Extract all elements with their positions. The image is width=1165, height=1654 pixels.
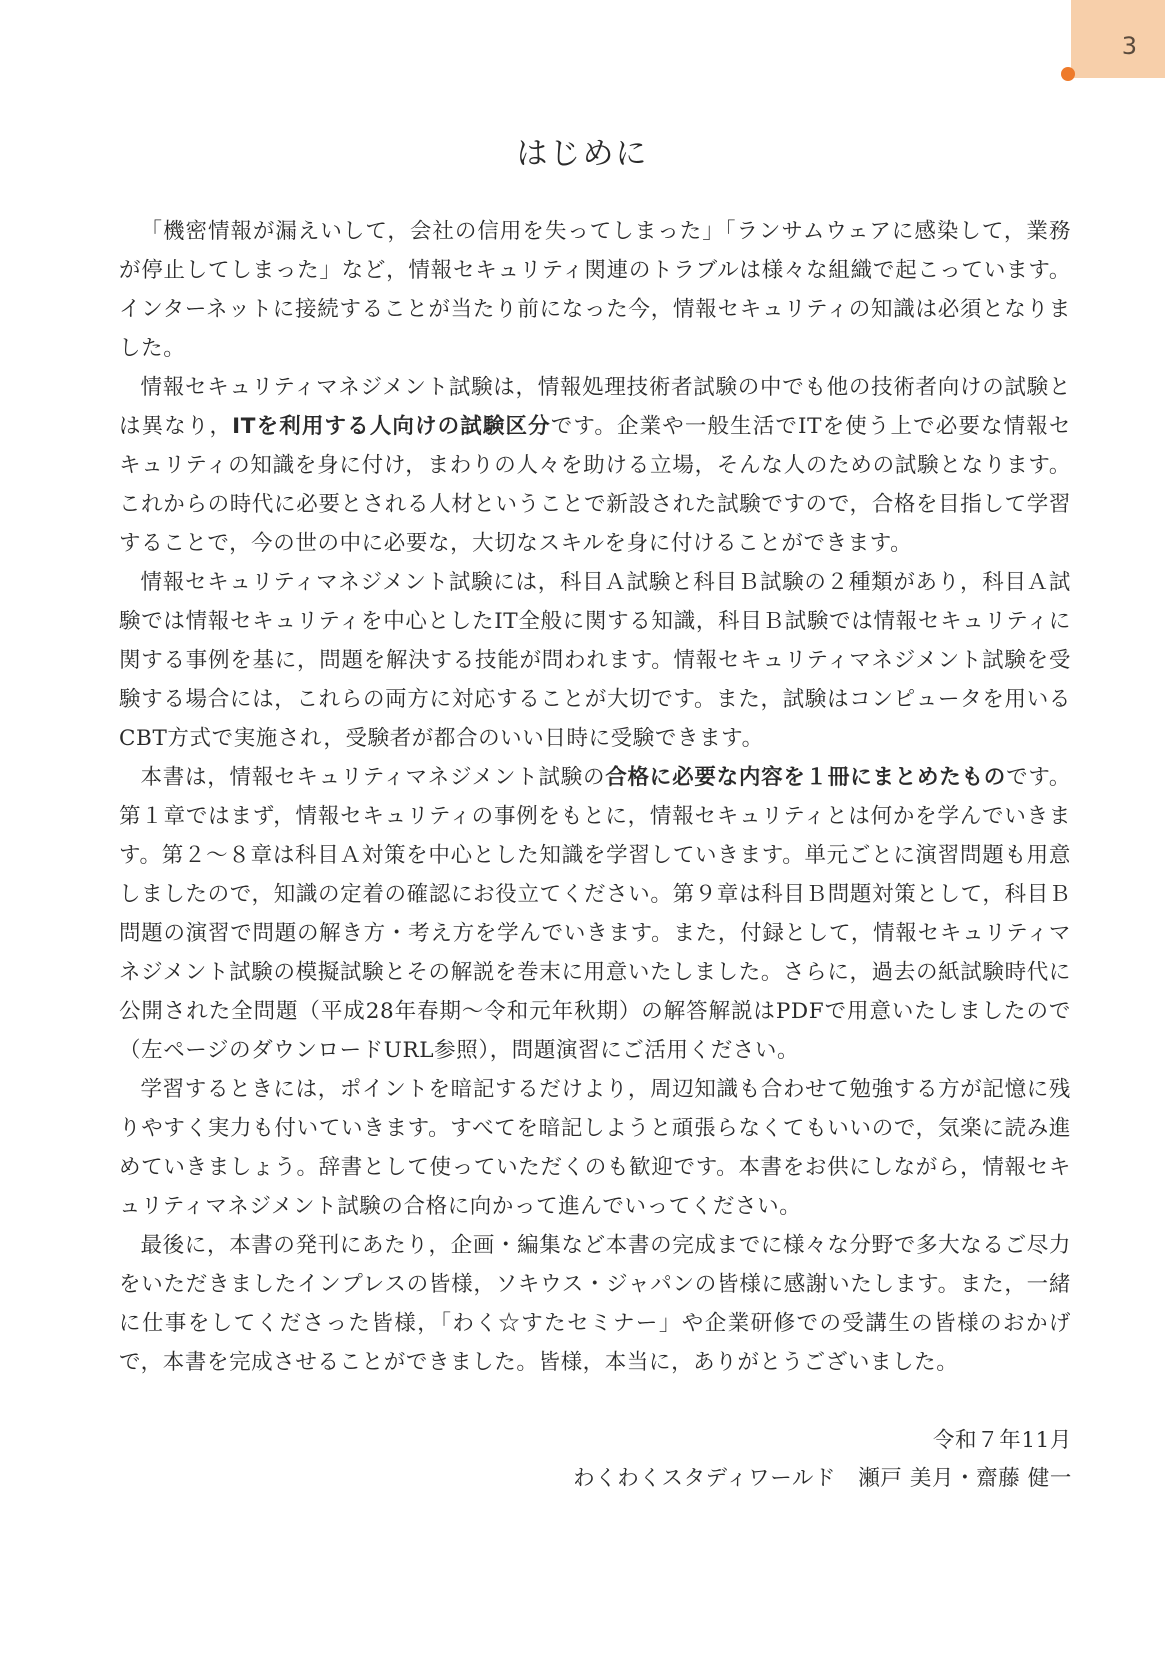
- paragraph-2-emphasis: ITを利用する人向けの試験区分: [232, 414, 551, 439]
- paragraph-4-emphasis: 合格に必要な内容を１冊にまとめたもの: [605, 765, 1007, 790]
- page-tab: [1071, 0, 1165, 78]
- paragraph-4-text-b: です。第１章ではまず，情報セキュリティの事例をもとに，情報セキュリティとは何かを学んでいきます。第２～８章は科目Ａ対策を中心とした知識を学習していきます。単元ごとに演習問題も用意しましたので，知識の定着の確認にお役立てください。第９章は科目Ｂ問題対策として，科目Ｂ問題の演習で問題の解き方・考え方を学んでいきます。また，付録として，情報セキュリティマネジメント試験の模擬試験とその解説を巻末に用意いたしました。さらに，過去の紙試験時代に公開された全問題（平成28年春期～令和元年秋期）の解答解説はPDFで用意いたしましたので（左ページのダウンロードURL参照），問題演習にご活用ください。: [119, 765, 1071, 1063]
- signature: [573, 1422, 1072, 1498]
- page-marker-dot: [1061, 67, 1075, 81]
- paragraph-1-text: 「機密情報が漏えいして，会社の信用を失ってしまった」「ランサムウェアに感染して，業務が停止してしまった」など，情報セキュリティ関連のトラブルは様々な組織で起こっています。インターネットに接続することが当たり前になった今，情報セキュリティの知識は必須となりました。: [119, 219, 1071, 361]
- paragraph-2-text-a: 情報セキュリティマネジメント試験は，情報処理技術者試験の中でも他の技術者向けの試験とは異なり，: [119, 375, 1071, 439]
- page-title: はじめに: [516, 136, 649, 172]
- signature-date: 令和７年11月: [932, 1428, 1072, 1453]
- body-text: [119, 212, 1071, 1382]
- paragraph-5: [119, 1070, 1071, 1226]
- paragraph-5-text: 学習するときには，ポイントを暗記するだけより，周辺知識も合わせて勉強する方が記憶に残りやすく実力も付いていきます。すべてを暗記しようと頑張らなくてもいいので，気楽に読み進めていきましょう。辞書として使っていただくのも歓迎です。本書をお供にしながら，情報セキュリティマネジメント試験の合格に向かって進んでいってください。: [119, 1077, 1071, 1219]
- page-number: 3: [1121, 32, 1137, 60]
- paragraph-6-text: 最後に，本書の発刊にあたり，企画・編集など本書の完成までに様々な分野で多大なるご尽力をいただきましたインプレスの皆様，ソキウス・ジャパンの皆様に感謝いたします。また，一緒に仕事をしてくださった皆様，「わく☆すたセミナー」や企業研修での受講生の皆様のおかげで，本書を完成させることができました。皆様，本当に，ありがとうございました。: [119, 1233, 1071, 1375]
- paragraph-3: [119, 563, 1071, 758]
- paragraph-2-text-b: です。企業や一般生活でITを使う上で必要な情報セキュリティの知識を身に付け，まわりの人々を助ける立場，そんな人のための試験となります。これからの時代に必要とされる人材ということで新設された試験ですので，合格を目指して学習することで，今の世の中に必要な，大切なスキルを身に付けることができます。: [119, 414, 1071, 556]
- paragraph-6: [119, 1226, 1071, 1382]
- paragraph-4-text-a: 本書は，情報セキュリティマネジメント試験の: [140, 765, 606, 790]
- paragraph-2: [119, 368, 1071, 563]
- signature-authors: わくわくスタディワールド 瀬戸 美月・齋藤 健一: [573, 1466, 1072, 1491]
- paragraph-4: [119, 758, 1071, 1070]
- paragraph-3-text: 情報セキュリティマネジメント試験には，科目Ａ試験と科目Ｂ試験の２種類があり，科目Ａ試験では情報セキュリティを中心としたIT全般に関する知識，科目Ｂ試験では情報セキュリティに関する事例を基に，問題を解決する技能が問われます。情報セキュリティマネジメント試験を受験する場合には，これらの両方に対応することが大切です。また，試験はコンピュータを用いるCBT方式で実施され，受験者が都合のいい日時に受験できます。: [119, 570, 1071, 751]
- paragraph-1: [119, 212, 1071, 368]
